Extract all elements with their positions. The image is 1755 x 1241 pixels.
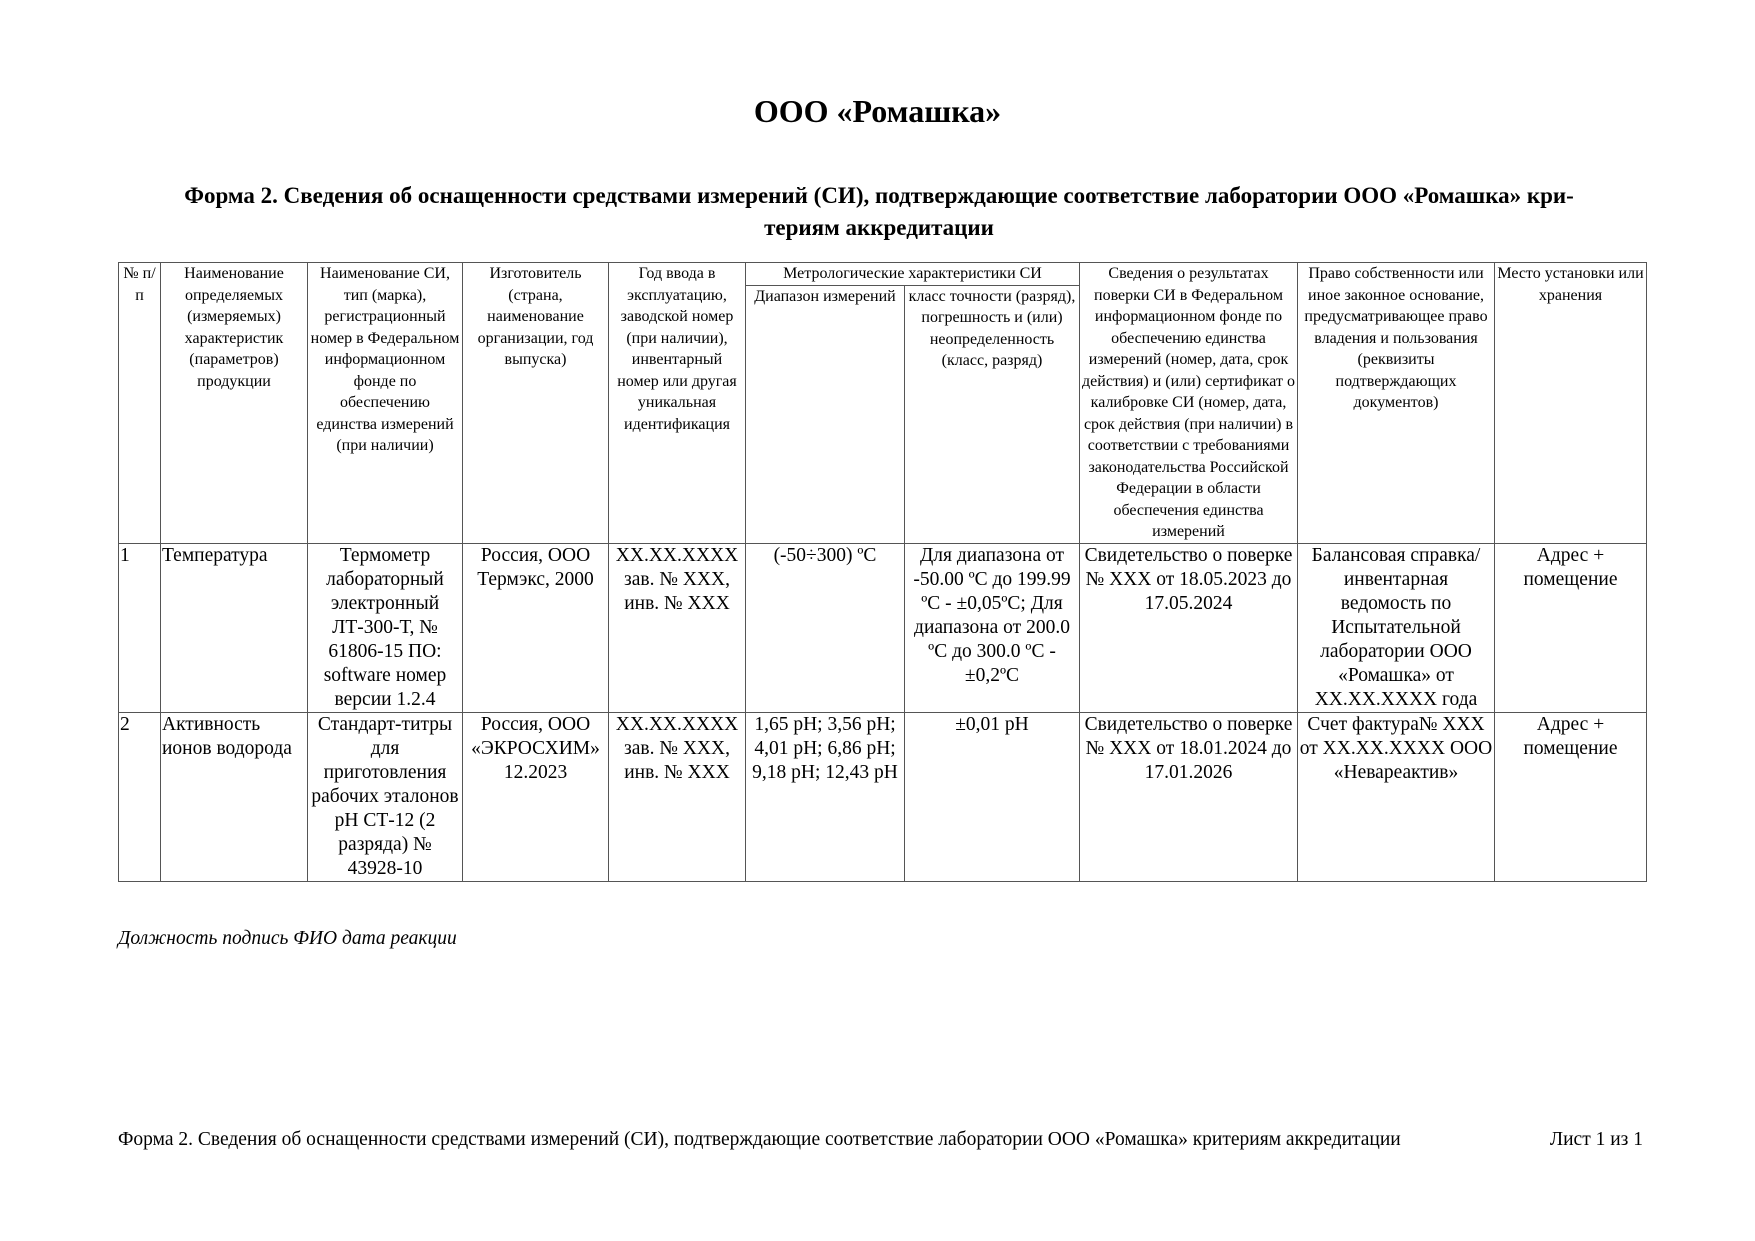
form-title-line-2: териям аккредитации bbox=[764, 215, 994, 240]
header-manufacturer: Изготовитель (страна, наименование организации, год выпуска) bbox=[463, 263, 609, 544]
header-location: Место установки или хранения bbox=[1495, 263, 1647, 544]
header-range: Диапазон измерений bbox=[746, 285, 905, 543]
row-year: ХХ.ХХ.ХХХХ зав. № ХХХ, инв. № ХХХ bbox=[609, 712, 746, 881]
table-header-row bbox=[119, 263, 1647, 286]
table-row bbox=[119, 543, 1647, 712]
row-manufacturer: Россия, ООО «ЭКРОСХИМ» 12.2023 bbox=[463, 712, 609, 881]
row-characteristic: Температура bbox=[161, 543, 308, 712]
header-ownership: Право собственности или иное законное основание, предусматривающее право владения и пользования (реквизиты подтверждающих документов) bbox=[1298, 263, 1495, 544]
header-accuracy: класс точности (разряд), погрешность и (или) неопределенность (класс, разряд) bbox=[905, 285, 1080, 543]
row-accuracy: ±0,01 рН bbox=[905, 712, 1080, 881]
row-si-name: Термометр лабораторный электронный ЛТ-300-Т, № 61806-15 ПО: software номер версии 1.2.4 bbox=[308, 543, 463, 712]
table-row bbox=[119, 712, 1647, 881]
footer-form-title: Форма 2. Сведения об оснащенности средствами измерений (СИ), подтверждающие соответствие лаборатории ООО «Ромашка» критериям аккредитации bbox=[118, 1129, 1401, 1150]
header-metrology: Метрологические характеристики СИ bbox=[746, 263, 1080, 286]
equipment-table bbox=[118, 262, 1647, 882]
row-range: 1,65 рН; 3,56 рН; 4,01 рН; 6,86 рН; 9,18 рН; 12,43 рН bbox=[746, 712, 905, 881]
row-num: 2 bbox=[119, 712, 161, 881]
header-si-name: Наименование СИ, тип (марка), регистрационный номер в Федеральном информационном фонде по обеспечению единства измерений (при наличии) bbox=[308, 263, 463, 544]
row-si-name: Стандарт-титры для приготовления рабочих эталонов рН СТ-12 (2 разряда) № 43928-10 bbox=[308, 712, 463, 881]
header-characteristic: Наименование определяемых (измеряемых) характеристик (параметров) продукции bbox=[161, 263, 308, 544]
row-year: ХХ.ХХ.ХХХХ зав. № ХХХ, инв. № ХХХ bbox=[609, 543, 746, 712]
row-accuracy: Для диапазона от -50.00 ºС до 199.99 ºС - ±0,05ºС; Для диапазона от 200.0 ºС до 300.0 ºС - ±0,2ºС bbox=[905, 543, 1080, 712]
row-characteristic: Активность ионов водорода bbox=[161, 712, 308, 881]
row-manufacturer: Россия, ООО Термэкс, 2000 bbox=[463, 543, 609, 712]
row-ownership: Счет фактура№ ХХХ от ХХ.ХХ.ХХХХ ООО «Невареактив» bbox=[1298, 712, 1495, 881]
header-num: № п/п bbox=[119, 263, 161, 544]
signature-line: Должность подпись ФИО дата реакции bbox=[118, 928, 457, 949]
organization-title: ООО «Ромашка» bbox=[753, 93, 1002, 129]
footer-page-number: Лист 1 из 1 bbox=[1549, 1129, 1643, 1150]
row-verification: Свидетельство о поверке № ХХХ от 18.01.2024 до 17.01.2026 bbox=[1080, 712, 1298, 881]
form-title bbox=[118, 180, 1640, 244]
row-ownership: Балансовая справка/инвентарная ведомость по Испытательной лаборатории ООО «Ромашка» от ХХ.ХХ.ХХХХ года bbox=[1298, 543, 1495, 712]
row-location: Адрес + помещение bbox=[1495, 543, 1647, 712]
header-year: Год ввода в эксплуатацию, заводской номер (при наличии), инвентарный номер или другая уникальная идентификация bbox=[609, 263, 746, 544]
row-num: 1 bbox=[119, 543, 161, 712]
header-verification: Сведения о результатах поверки СИ в Федеральном информационном фонде по обеспечению единства измерений (номер, дата, срок действия) и (или) сертификат о калибровке СИ (номер, дата, срок действия (при наличии) в соответствии с требованиями законодательства Российской Федерации в области обеспечения единства измерений bbox=[1080, 263, 1298, 544]
row-verification: Свидетельство о поверке № ХХХ от 18.05.2023 до 17.05.2024 bbox=[1080, 543, 1298, 712]
row-location: Адрес + помещение bbox=[1495, 712, 1647, 881]
row-range: (-50÷300) ºС bbox=[746, 543, 905, 712]
form-title-line-1: Форма 2. Сведения об оснащенности средствами измерений (СИ), подтверждающие соответствие лаборатории ООО «Ромашка» кри- bbox=[184, 183, 1574, 208]
